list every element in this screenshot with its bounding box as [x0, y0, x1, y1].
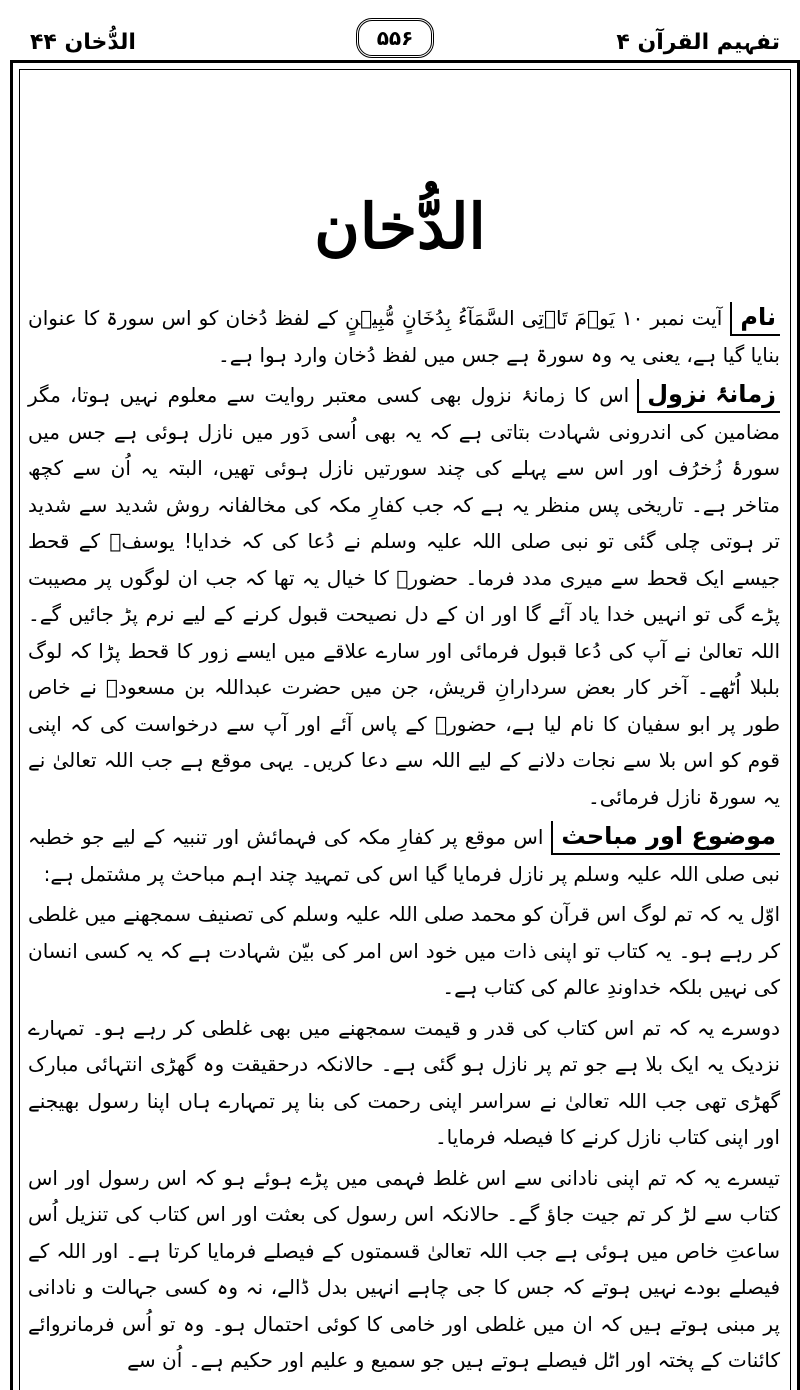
section-label-topics: موضوع اور مباحث — [551, 821, 780, 855]
section-name-text: آیت نمبر ۱۰ یَوۡمَ تَاۡتِی السَّمَآءُ بِدُخَانٍ مُّبِیۡنٍ کے لفظ دُخان کو اس سورۃ کا عنوان بنایا گیا ہے، یعنی یہ وہ سورۃ ہے جس میں لفظ دُخان وارد ہوا ہے۔ — [28, 306, 780, 367]
surah-title: الدُّخان — [314, 190, 486, 263]
section-revelation-text: اس کا زمانۂ نزول بھی کسی معتبر روایت سے معلوم نہیں ہوتا، مگر مضامین کی اندرونی شہادت بتاتی ہے کہ یہ بھی اُسی دَور میں نازل ہوئی ہے جس میں سورۂ زُخرُف اور اس سے پہلے کی چند سورتیں نازل ہوئی تھیں، البتہ یہ اُن سے کچھ متاخر ہے۔ تاریخی پس منظر یہ ہے کہ جب کفارِ مکہ کی مخالفانہ روش شدید سے شدید تر ہوتی چلی گئی تو نبی صلی اللہ علیہ وسلم نے دُعا کی کہ خدایا! یوسفؑ کے قحط جیسے ایک قحط سے میری مدد فرما۔ حضورؐ کا خیال یہ تھا کہ جب ان لوگوں پر مصیبت پڑے گی تو انہیں خدا یاد آئے گا اور ان کے دل نصیحت قبول کرنے کے لیے نرم پڑ جائیں گے۔ اللہ تعالیٰ نے آپ کی دُعا قبول فرمائی اور سارے علاقے میں ایسے زور کا قحط پڑا کہ لوگ بلبلا اُٹھے۔ آخر کار بعض سردارانِ قریش، جن میں حضرت عبداللہ بن مسعودؓ نے خاص طور پر ابو سفیان کا نام لیا ہے، حضورؐ کے پاس آئے اور آپ سے درخواست کی کہ اپنی قوم کو اس بلا سے نجات دلانے کے لیے اللہ سے دعا کریں۔ یہی موقع ہے جب اللہ تعالیٰ نے یہ سورۃ نازل فرمائی۔ — [28, 383, 780, 809]
section-topics-intro: اس موقع پر کفارِ مکہ کی فہمائش اور تنبیہ کے لیے جو خطبہ نبی صلی اللہ علیہ وسلم پر نازل فرمایا گیا اس کی تمہید چند اہم مباحث پر مشتمل ہے: — [28, 825, 780, 886]
page-number-badge: ۵۵۶ — [356, 18, 434, 58]
body-text — [28, 300, 780, 1383]
running-header-surah: الدُّخان ۴۴ — [30, 30, 136, 55]
section-label-name: نام — [730, 302, 780, 336]
section-revelation — [28, 377, 780, 815]
running-header-book: تفہیم القرآن ۴ — [616, 30, 780, 55]
section-label-revelation: زمانۂ نزول — [637, 379, 780, 413]
section-name — [28, 300, 780, 373]
section-topics — [28, 819, 780, 892]
topic-third: تیسرے یہ کہ تم اپنی نادانی سے اس غلط فہمی میں پڑے ہوئے ہو کہ اس رسول اور اس کتاب سے لڑ کر تم جیت جاؤ گے۔ حالانکہ اس رسول کی بعثت اور اس کتاب کی تنزیل اُس ساعتِ خاص میں ہوئی ہے جب اللہ تعالیٰ قسمتوں کے فیصلے فرمایا کرتا ہے۔ اور اللہ کے فیصلے بودے نہیں ہوتے کہ جس کا جی چاہے انہیں بدل ڈالے، نہ وہ کسی جہالت و نادانی پر مبنی ہوتے ہیں کہ ان میں غلطی اور خامی کا کوئی احتمال ہو۔ وہ تو اُس فرمانروائے کائنات کے پختہ اور اٹل فیصلے ہوتے ہیں جو سمیع و علیم اور حکیم ہے۔ اُن سے — [28, 1165, 781, 1372]
topic-second: دوسرے یہ کہ تم اس کتاب کی قدر و قیمت سمجھنے میں بھی غلطی کر رہے ہو۔ تمہارے نزدیک یہ ایک بلا ہے جو تم پر نازل ہو گئی ہے۔ حالانکہ درحقیقت وہ گھڑی انتہائی مبارک گھڑی تھی جب اللہ تعالیٰ نے سراسر اپنی رحمت کی بنا پر تمہارے ہاں اپنا رسول بھیجنے اور اپنی کتاب نازل کرنے کا فیصلہ فرمایا۔ — [28, 1015, 780, 1149]
topic-first: اوّل یہ کہ تم لوگ اس قرآن کو محمد صلی اللہ علیہ وسلم کی تصنیف سمجھنے میں غلطی کر رہے ہو۔ یہ کتاب تو اپنی ذات میں خود اس امر کی بیّن شہادت ہے کہ یہ کسی انسان کی نہیں بلکہ خداوندِ عالم کی کتاب ہے۔ — [28, 902, 780, 999]
